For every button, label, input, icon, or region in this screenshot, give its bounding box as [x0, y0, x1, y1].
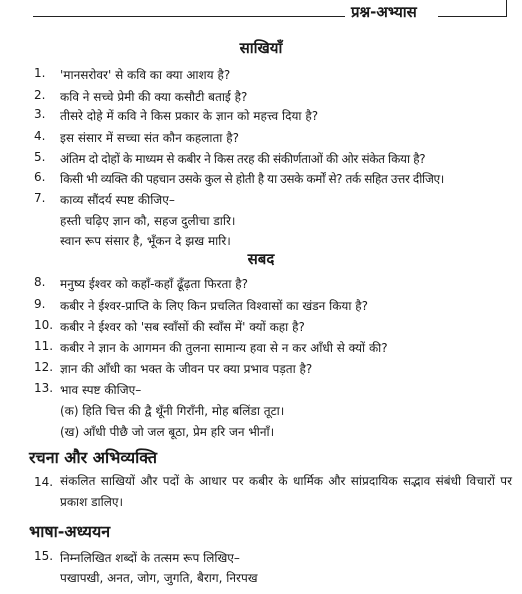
question-number: 11. [34, 339, 54, 353]
question-number: 15. [34, 549, 54, 563]
question-text: कबीर ने ज्ञान के आगमन की तुलना सामान्य हवा से न कर आँधी से क्यों की? [60, 341, 388, 355]
question-text: मनुष्य ईश्वर को कहाँ-कहाँ ढूँढ़ता फिरता है? [60, 277, 248, 291]
question-number: 13. [34, 381, 54, 395]
section-heading-bhasha: भाषा-अध्ययन [29, 522, 111, 541]
question-text: किसी भी व्यक्ति की पहचान उसके कुल से होती है या उसके कर्मों से? तर्क सहित उत्तर दीजिए। [60, 172, 444, 186]
question-text: कवि ने सच्चे प्रेमी की क्या कसौटी बताई है? [60, 90, 248, 104]
page-title: प्रश्न-अभ्यास [351, 3, 417, 21]
section-heading-rachna: रचना और अभिव्यक्ति [29, 448, 157, 467]
question-number: 7. [34, 191, 46, 205]
question-text: कबीर ने ईश्वर को 'सब स्वाँसों की स्वाँस में' क्यों कहा है? [60, 320, 305, 334]
couplet-line: हस्ती चढ़िए ज्ञान कौ, सहज दुलीचा डारि। [60, 214, 236, 228]
section-heading-sakhiyan: साखियाँ [239, 39, 283, 57]
question-number: 10. [34, 318, 54, 332]
question-number: 2. [34, 88, 46, 102]
question-number: 6. [34, 170, 46, 184]
question-number: 1. [34, 66, 46, 80]
question-number: 4. [34, 129, 46, 143]
header-rule-left [33, 16, 345, 17]
question-number: 3. [34, 107, 46, 121]
section-heading-sabad: सबद [247, 250, 275, 268]
question-text: इस संसार में सच्चा संत कौन कहलाता है? [60, 131, 239, 145]
header-rule-right [438, 16, 506, 17]
question-number: 5. [34, 150, 46, 164]
question-text: संकलित साखियों और पदों के आधार पर कबीर के धार्मिक और सांप्रदायिक सद्भाव संबंधी विचारों पर प्रकाश डालिए। [60, 474, 512, 509]
sub-item-ka: (क) हिति चित्त की द्वै थूँनी गिराँनी, मोह बलिंडा तूटा। [60, 404, 285, 418]
word-list: पखापखी, अनत, जोग, जुगति, बैराग, निरपख [60, 571, 258, 585]
question-number: 9. [34, 297, 46, 311]
question-text: निम्नलिखित शब्दों के तत्सम रूप लिखिए– [60, 551, 240, 565]
sub-item-kha: (ख) आँधी पीछै जो जल बूठा, प्रेम हरि जन भीनाँ। [60, 425, 275, 439]
question-text: काव्य सौंदर्य स्पष्ट कीजिए– [60, 193, 175, 207]
question-text: भाव स्पष्ट कीजिए– [60, 383, 142, 397]
question-number: 12. [34, 360, 54, 374]
question-text: 'मानसरोवर' से कवि का क्या आशय है? [60, 68, 231, 82]
question-number: 14. [34, 475, 54, 489]
question-text: ज्ञान की आँधी का भक्त के जीवन पर क्या प्रभाव पड़ता है? [60, 362, 313, 376]
question-text: अंतिम दो दोहों के माध्यम से कबीर ने किस तरह की संकीर्णताओं की ओर संकेत किया है? [60, 152, 426, 166]
question-text: कबीर ने ईश्वर-प्राप्ति के लिए किन प्रचलित विश्वासों का खंडन किया है? [60, 299, 369, 313]
couplet-line: स्वान रूप संसार है, भूँकन दे झख मारि। [60, 234, 231, 248]
header-rule-vertical [506, 0, 507, 17]
question-text: तीसरे दोहे में कवि ने किस प्रकार के ज्ञान को महत्त्व दिया है? [60, 109, 319, 123]
question-number: 8. [34, 275, 46, 289]
